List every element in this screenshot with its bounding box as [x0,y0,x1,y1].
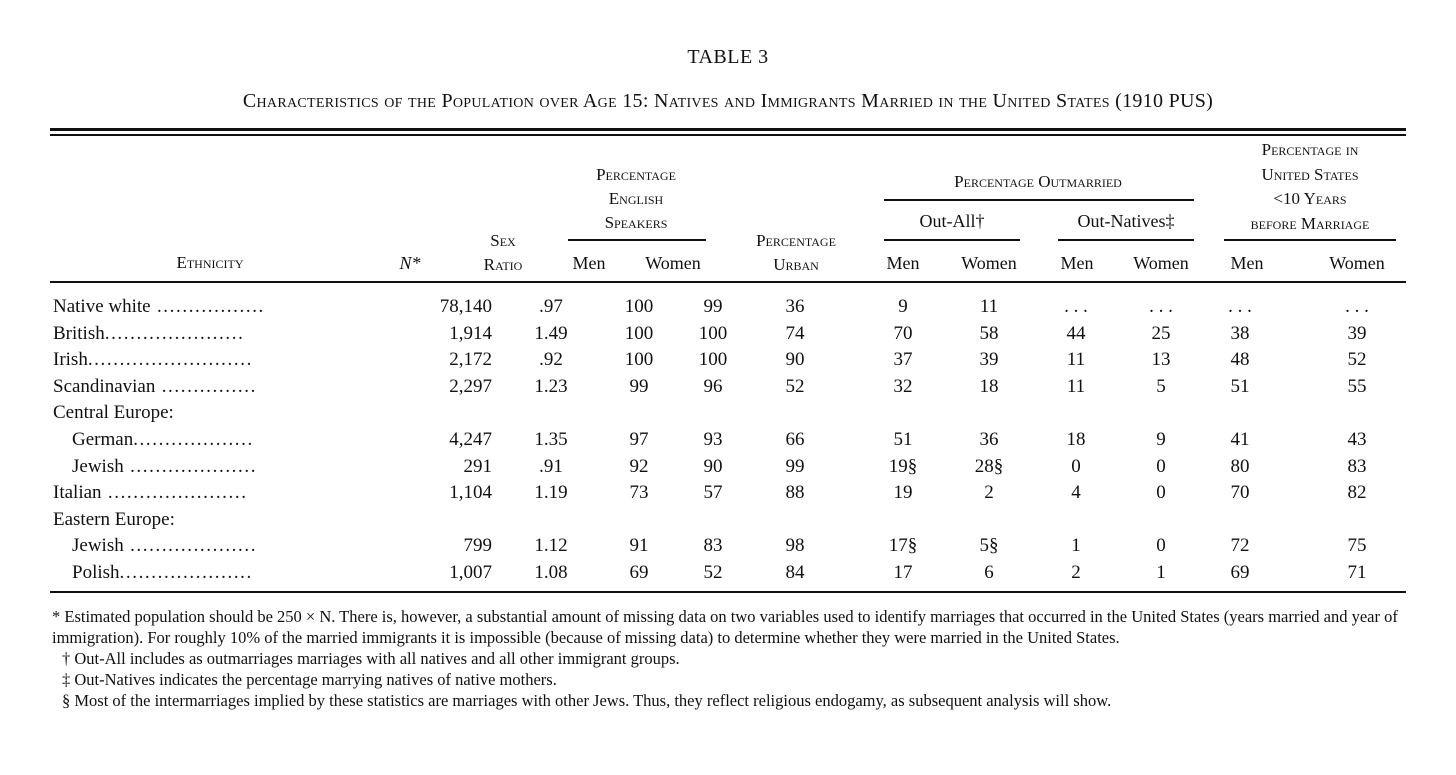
cell-oa-w: 36 [979,428,999,450]
cell-urban: 90 [785,349,805,371]
cell-eng-w: 52 [703,561,723,583]
header-out-natives-men: Men [1060,253,1094,273]
row-leader-dots: ...................... [104,322,245,344]
header-english-women: Women [645,253,701,273]
header-outmarried-label: Percentage Outmarried [954,172,1122,191]
cell-urban: 99 [785,455,805,477]
cell-us-m: 48 [1230,349,1250,371]
cell-oa-w: 11 [979,296,999,317]
row-label [53,374,257,401]
cell-on-w: 25 [1151,322,1171,344]
cell-sex: 1.12 [534,535,568,557]
row-label [53,400,174,427]
cell-eng-w: 99 [703,296,723,317]
footnote-section: § Most of the intermarriages implied by these statistics are marriages with other Jews. Thus, they reflect religious endogamy, as subsequent analysis will show. [62,691,1112,710]
cell-urban: 52 [785,375,805,397]
cell-eng-w: 90 [703,455,723,477]
footnotes [52,606,1408,711]
cell-n: 2,172 [449,349,492,371]
row-label-text: Jewish [72,455,124,477]
row-label-text: Italian [53,482,102,504]
cell-oa-m: 17§ [888,535,918,557]
cell-eng-m: 73 [629,482,649,504]
table-bottom-rule [50,591,1406,593]
row-label-text: British [53,322,105,344]
cell-on-m: 2 [1071,561,1081,583]
cell-oa-w: 2 [984,482,994,504]
row-leader-dots: .................... [123,455,258,477]
cell-urban: 36 [785,296,805,317]
row-leader-dots: ..................... [119,561,253,583]
cell-on-w: 0 [1156,535,1166,557]
cell-us-w: 52 [1347,349,1367,371]
cell-sex: 1.49 [534,322,568,344]
header-out-natives-women: Women [1133,253,1189,273]
table-row [50,400,1406,427]
cell-eng-m: 97 [629,428,649,450]
cell-on-m: 11 [1066,349,1086,371]
cell-eng-m: 92 [629,455,649,477]
cell-on-w: 5 [1156,375,1166,397]
cell-on-m: 18 [1066,428,1086,450]
cell-oa-m: 37 [893,349,913,371]
cell-oa-w: 6 [984,561,994,583]
cell-us-m: . . . [1228,296,1252,317]
cell-eng-w: 57 [703,482,723,504]
header-sex-ratio-line-2: Ratio [483,255,523,274]
top-rule-thin [50,134,1406,136]
cell-oa-w: 18 [979,375,999,397]
header-outmarried [882,170,1194,194]
header-english-line-2: English [608,189,664,208]
footnote-asterisk: * Estimated population should be 250 × N. There is, however, a substantial amount of missing data on two variables used to identify marriages that occurred in the United States (years married and year of immigration). For roughly 10% of the married immigrants it is impossible (because of missing data) to determine whether they were married in the United States. [52,607,1398,647]
cell-sex: .97 [539,296,563,317]
header-out-all-label: Out-All† [919,211,985,231]
header-out-all [884,209,1020,233]
cell-us-m: 38 [1230,322,1250,344]
cell-eng-w: 96 [703,375,723,397]
row-leader-dots: .......................... [87,349,253,371]
table-title: Characteristics of the Population over Age 15: Natives and Immigrants Married in the United States (1910 PUS) [242,90,1214,112]
table-row [50,454,1406,481]
cell-oa-w: 5§ [979,535,999,557]
cell-on-w: 1 [1156,561,1166,583]
cell-oa-m: 19 [893,482,913,504]
cell-eng-w: 100 [698,322,728,344]
cell-n: 78,140 [439,296,492,317]
cell-n: 1,007 [449,561,492,583]
cell-oa-m: 32 [893,375,913,397]
cell-on-m: 0 [1071,455,1081,477]
cell-sex: 1.23 [534,375,568,397]
row-label-text: Native white [53,296,151,317]
cell-sex: 1.35 [534,428,568,450]
header-bottom-rule [50,281,1406,283]
table-row [50,374,1406,401]
header-english-speakers [566,163,706,235]
cell-eng-w: 100 [698,349,728,371]
rule-english [568,239,706,241]
cell-on-w: 0 [1156,455,1166,477]
cell-on-w: . . . [1149,296,1173,317]
header-urban [736,229,856,277]
cell-us-w: 71 [1347,561,1367,583]
cell-eng-m: 100 [624,349,654,371]
cell-on-w: 13 [1151,349,1171,371]
header-us-before-marriage [1222,138,1398,236]
row-label [72,454,257,481]
header-ethnicity: Ethnicity [176,253,244,272]
cell-us-w: 75 [1347,535,1367,557]
row-label [53,480,248,507]
row-label [53,347,253,374]
footnote-dagger: † Out-All includes as outmarriages marriages with all natives and all other immigrant groups. [62,649,680,668]
table-row [50,427,1406,454]
table-row [50,321,1406,348]
cell-us-m: 51 [1230,375,1250,397]
row-leader-dots: ................. [150,296,265,317]
cell-urban: 84 [785,561,805,583]
header-urban-line-2: Urban [773,255,819,274]
cell-us-w: 43 [1347,428,1367,450]
cell-oa-m: 9 [898,296,908,317]
data-rows [50,294,1406,587]
cell-oa-w: 28§ [974,455,1004,477]
cell-urban: 98 [785,535,805,557]
header-us-line-4: before Marriage [1250,213,1370,233]
cell-oa-m: 70 [893,322,913,344]
row-label [53,321,244,348]
cell-eng-w: 83 [703,535,723,557]
table-row [50,533,1406,560]
header-urban-line-1: Percentage [756,231,836,250]
header-english-line-3: Speakers [604,213,668,232]
cell-eng-m: 100 [624,296,654,317]
row-label-text: Central Europe: [53,402,174,424]
cell-us-m: 41 [1230,428,1250,450]
cell-oa-w: 39 [979,349,999,371]
table-row [50,560,1406,587]
header-english-line-1: Percentage [596,165,676,184]
cell-us-w: 39 [1347,322,1367,344]
row-label [72,427,254,454]
row-label [53,294,265,321]
cell-n: 1,104 [449,482,492,504]
header-us-line-3: <10 Years [1273,189,1347,208]
header-n: N* [399,253,421,273]
header-sex-ratio-line-1: Sex [490,231,516,250]
cell-n: 799 [463,535,492,557]
row-label [72,560,253,587]
header-sex-ratio [468,229,538,277]
cell-on-w: 0 [1156,482,1166,504]
cell-on-m: . . . [1064,296,1088,317]
cell-sex: .91 [539,455,563,477]
cell-eng-m: 100 [624,322,654,344]
table-row [50,347,1406,374]
row-leader-dots: ...................... [101,482,248,504]
row-label-text: German [72,428,134,450]
cell-on-m: 44 [1066,322,1086,344]
row-leader-dots: ................... [133,428,254,450]
cell-eng-m: 99 [629,375,649,397]
row-label-text: Irish [53,349,88,371]
cell-oa-m: 51 [893,428,913,450]
cell-n: 4,247 [449,428,492,450]
cell-on-m: 1 [1071,535,1081,557]
rule-out-natives [1058,239,1194,241]
cell-eng-m: 69 [629,561,649,583]
cell-us-m: 72 [1230,535,1250,557]
cell-us-w: 83 [1347,455,1367,477]
header-us-line-2: United States [1261,164,1359,184]
header-us-line-1: Percentage in [1261,140,1359,159]
cell-eng-m: 91 [629,535,649,557]
rule-us [1224,239,1396,241]
cell-us-m: 80 [1230,455,1250,477]
cell-n: 1,914 [449,322,492,344]
row-label-text: Jewish [72,535,124,557]
row-label [72,533,257,560]
rule-outmarried [884,199,1194,201]
row-label [53,507,175,534]
row-leader-dots: .................... [123,535,258,557]
cell-us-w: 82 [1347,482,1367,504]
header-us-men: Men [1230,253,1264,273]
cell-sex: 1.19 [534,482,568,504]
cell-us-w: 55 [1347,375,1367,397]
table-number: TABLE 3 [687,46,769,68]
cell-urban: 88 [785,482,805,504]
table-row [50,480,1406,507]
header-out-all-women: Women [961,253,1017,273]
row-label-text: Polish [72,561,120,583]
top-rule-thick [50,128,1406,131]
cell-on-m: 4 [1071,482,1081,504]
cell-us-w: . . . [1345,296,1369,317]
cell-us-m: 70 [1230,482,1250,504]
cell-n: 291 [463,455,492,477]
cell-oa-m: 17 [893,561,913,583]
row-leader-dots: ............... [155,375,257,397]
row-label-text: Eastern Europe: [53,508,175,530]
cell-urban: 66 [785,428,805,450]
header-us-women: Women [1329,253,1385,273]
cell-sex: .92 [539,349,563,371]
table-row [50,507,1406,534]
header-out-natives [1058,209,1194,233]
footnote-double-dagger: ‡ Out-Natives indicates the percentage marrying natives of native mothers. [62,670,557,689]
header-out-natives-label: Out-Natives‡ [1077,211,1175,231]
cell-on-w: 9 [1156,428,1166,450]
rule-out-all [884,239,1020,241]
cell-sex: 1.08 [534,561,568,583]
cell-us-m: 69 [1230,561,1250,583]
cell-on-m: 11 [1066,375,1086,397]
cell-urban: 74 [785,322,805,344]
header-out-all-men: Men [886,253,920,273]
header-english-men: Men [572,253,606,273]
row-label-text: Scandinavian [53,375,156,397]
cell-oa-w: 58 [979,322,999,344]
cell-eng-w: 93 [703,428,723,450]
cell-n: 2,297 [449,375,492,397]
table-row [50,294,1406,321]
cell-oa-m: 19§ [888,455,918,477]
